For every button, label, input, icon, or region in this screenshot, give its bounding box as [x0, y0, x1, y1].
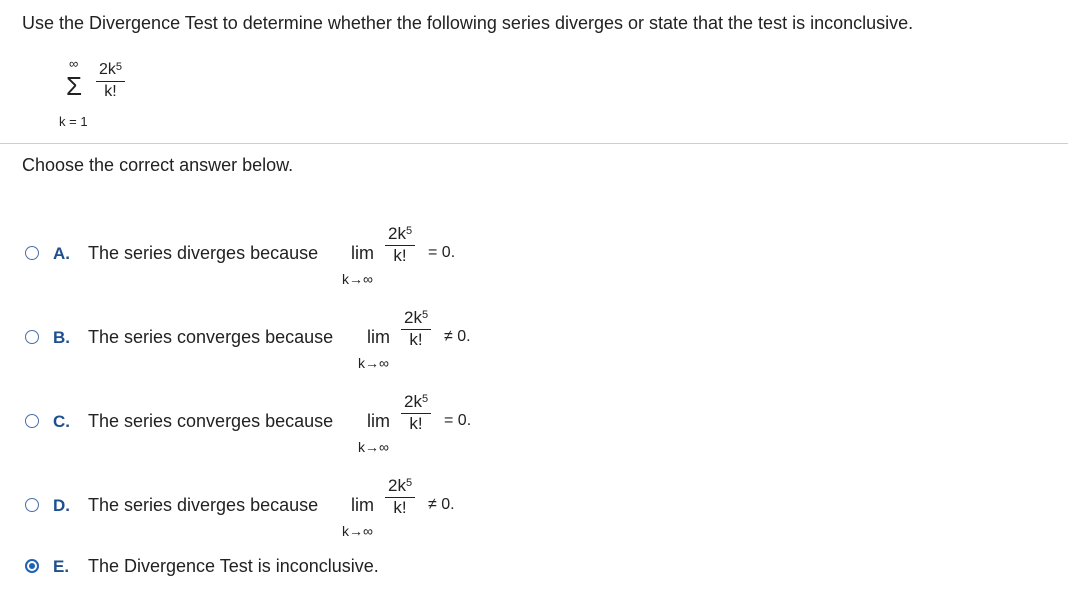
option-a[interactable] — [25, 224, 925, 308]
lim-label: lim — [367, 327, 390, 347]
relation-text: ≠ 0. — [444, 328, 471, 345]
fraction-denominator: k! — [393, 246, 407, 265]
radio-button-d[interactable] — [25, 498, 39, 512]
relation-text: = 0. — [428, 244, 456, 261]
option-letter: C. — [53, 412, 70, 431]
radio-button-b[interactable] — [25, 330, 39, 344]
lim-subscript: k→∞ — [342, 523, 373, 539]
fraction-denominator: k! — [409, 414, 423, 433]
fraction-denominator: k! — [409, 330, 423, 349]
fraction-exponent: 5 — [421, 393, 429, 405]
series-numerator: 2k — [99, 61, 116, 78]
fraction-exponent: 5 — [405, 225, 413, 237]
fraction-denominator: k! — [393, 498, 407, 517]
series-lower-limit: k = 1 — [59, 114, 88, 129]
limit-fraction — [385, 476, 415, 517]
lim-label: lim — [351, 495, 374, 515]
lim-subscript: k→∞ — [342, 271, 373, 287]
lim-label: lim — [367, 411, 390, 431]
sigma-symbol: Σ — [66, 71, 83, 101]
fraction-exponent: 5 — [405, 477, 413, 489]
option-text: The series converges because — [88, 411, 334, 431]
fraction-numerator: 2k — [388, 476, 406, 495]
lim-label: lim — [351, 243, 374, 263]
lim-subscript: k→∞ — [358, 355, 389, 371]
fraction-numerator: 2k — [404, 392, 422, 411]
option-c[interactable] — [25, 392, 925, 476]
question-prompt: Use the Divergence Test to determine whether the following series diverges or state that the test is inconclusive. — [22, 13, 914, 33]
option-text: The series converges because — [88, 327, 334, 347]
instruction-text: Choose the correct answer below. — [22, 155, 294, 175]
relation-text: ≠ 0. — [428, 496, 455, 513]
limit-fraction — [401, 308, 431, 349]
option-b[interactable] — [25, 308, 925, 392]
series-term-fraction — [96, 60, 125, 101]
fraction-numerator: 2k — [388, 224, 406, 243]
option-letter: B. — [53, 328, 70, 347]
series-exponent: 5 — [115, 61, 123, 73]
fraction-numerator: 2k — [404, 308, 422, 327]
option-e[interactable] — [25, 541, 925, 581]
lim-subscript: k→∞ — [358, 439, 389, 455]
option-text: The Divergence Test is inconclusive. — [88, 556, 379, 576]
limit-fraction — [401, 392, 431, 433]
option-text: The series diverges because — [88, 243, 319, 263]
option-text: The series diverges because — [88, 495, 319, 515]
relation-text: = 0. — [444, 412, 472, 429]
radio-button-e[interactable] — [25, 559, 39, 573]
option-letter: A. — [53, 244, 70, 263]
radio-button-a[interactable] — [25, 246, 39, 260]
section-divider — [0, 143, 1068, 144]
option-letter: E. — [53, 557, 70, 576]
fraction-exponent: 5 — [421, 309, 429, 321]
series-denominator: k! — [104, 83, 117, 100]
option-letter: D. — [53, 496, 70, 515]
series-upper-limit: ∞ — [69, 56, 79, 71]
radio-button-c[interactable] — [25, 414, 39, 428]
limit-fraction — [385, 224, 415, 265]
